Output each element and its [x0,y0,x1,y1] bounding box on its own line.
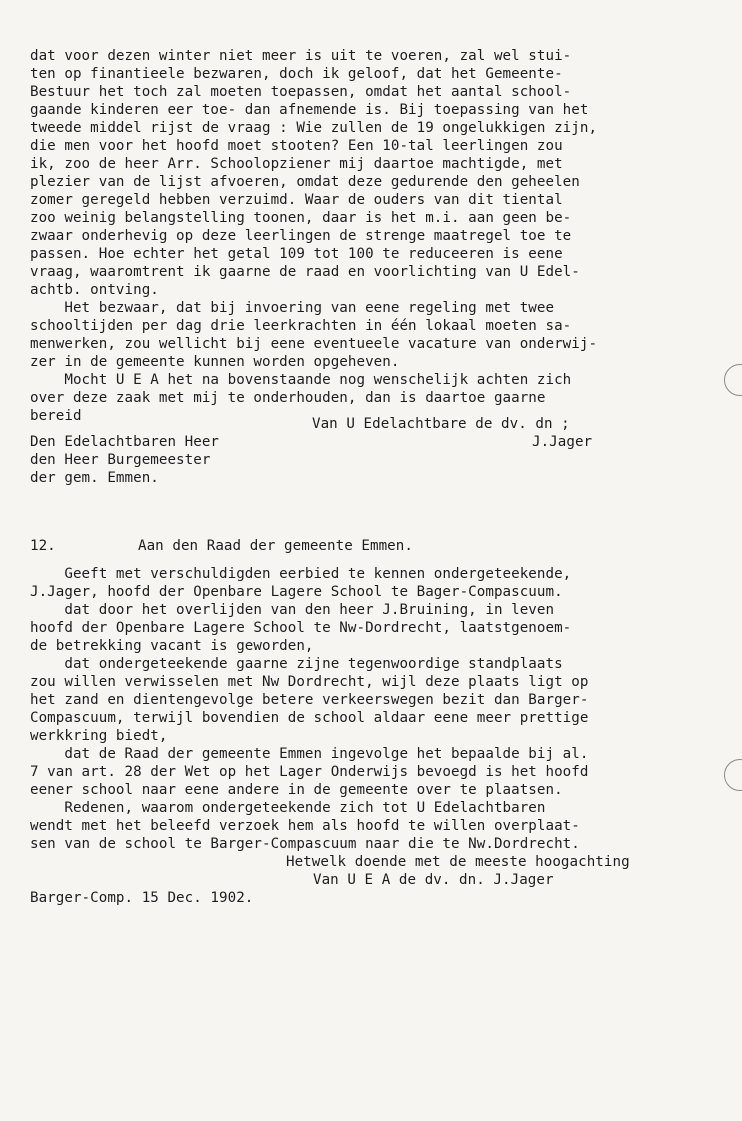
text-line: Bestuur het toch zal moeten toepassen, omdat het aantal school- [30,84,572,100]
text-line: zoo weinig belangstelling toonen, daar is het m.i. aan geen be- [30,210,572,226]
place-and-date: Barger-Comp. 15 Dec. 1902. [30,890,254,906]
text-line: passen. Hoe echter het getal 109 tot 100 te reduceeren is eene [30,246,563,262]
item-heading: Aan den Raad der gemeente Emmen. [138,538,413,554]
text-line: ten op finantieele bezwaren, doch ik geloof, dat het Gemeente- [30,66,563,82]
text-line: plezier van de lijst afvoeren, omdat deze gedurende den geheelen [30,174,580,190]
text-line: hoofd der Openbare Lagere School te Nw-Dordrecht, laatstgenoem- [30,620,572,636]
text-line: schooltijden per dag drie leerkrachten in één lokaal moeten sa- [30,318,572,334]
text-line: vraag, waaromtrent ik gaarne de raad en voorlichting van U Edel- [30,264,580,280]
text-line: over deze zaak met mij te onderhouden, dan is daartoe gaarne [30,390,546,406]
addressee-line-3: der gem. Emmen. [30,470,159,486]
punch-hole-bottom [724,759,742,791]
text-line: eener school naar eene andere in de gemeente over te plaatsen. [30,782,563,798]
text-line: Het bezwaar, dat bij invoering van eene regeling met twee [30,300,555,316]
text-line: bereid [30,408,82,424]
text-line: wendt met het beleefd verzoek hem als hoofd te willen overplaat- [30,818,580,834]
text-line: dat door het overlijden van den heer J.Bruining, in leven [30,602,555,618]
text-line: het zand en dientengevolge betere verkeerswegen bezit dan Barger- [30,692,589,708]
addressee-line-2: den Heer Burgemeester [30,452,211,468]
text-line: sen van de school te Barger-Compascuum naar die te Nw.Dordrecht. [30,836,580,852]
closing-signature: Van U E A de dv. dn. J.Jager [313,872,554,888]
text-line: Redenen, waarom ondergeteekende zich tot U Edelachtbaren [30,800,546,816]
text-line: ik, zoo de heer Arr. Schoolopziener mij daartoe machtigde, met [30,156,563,172]
text-line: gaande kinderen eer toe- dan afnemende is. Bij toepassing van het [30,102,589,118]
text-line: 7 van art. 28 der Wet op het Lager Onderwijs bevoegd is het hoofd [30,764,589,780]
text-line: zwaar onderhevig op deze leerlingen de strenge maatregel toe te [30,228,572,244]
signature-name: J.Jager [532,434,593,450]
text-line: J.Jager, hoofd der Openbare Lagere School te Bager-Compascuum. [30,584,563,600]
text-line: achtb. ontving. [30,282,159,298]
text-line: Mocht U E A het na bovenstaande nog wenschelijk achten zich [30,372,572,388]
text-line: dat voor dezen winter niet meer is uit te voeren, zal wel stui- [30,48,572,64]
text-line: Geeft met verschuldigden eerbied te kennen ondergeteekende, [30,566,572,582]
item-number: 12. [30,538,56,554]
text-line: werkkring biedt, [30,728,168,744]
text-line: die men voor het hoofd moet stooten? Een 10-tal leerlingen zou [30,138,563,154]
text-line: menwerken, zou wellicht bij eene eventueele vacature van onderwij- [30,336,598,352]
text-line: Compascuum, terwijl bovendien de school aldaar eene meer prettige [30,710,589,726]
text-line: zou willen verwisselen met Nw Dordrecht, wijl deze plaats ligt op [30,674,589,690]
text-line: zomer geregeld hebben verzuimd. Waar de ouders van dit tiental [30,192,563,208]
punch-hole-top [724,364,742,396]
text-line: dat de Raad der gemeente Emmen ingevolge het bepaalde bij al. [30,746,589,762]
addressee-line-1: Den Edelachtbaren Heer [30,434,220,450]
closing-regards: Hetwelk doende met de meeste hoogachting [286,854,630,870]
text-line: dat ondergeteekende gaarne zijne tegenwoordige standplaats [30,656,563,672]
text-line: zer in de gemeente kunnen worden opgeheven. [30,354,400,370]
closing-salutation: Van U Edelachtbare de dv. dn ; [312,416,570,432]
text-line: tweede middel rijst de vraag : Wie zullen de 19 ongelukkigen zijn, [30,120,598,136]
text-line: de betrekking vacant is geworden, [30,638,314,654]
